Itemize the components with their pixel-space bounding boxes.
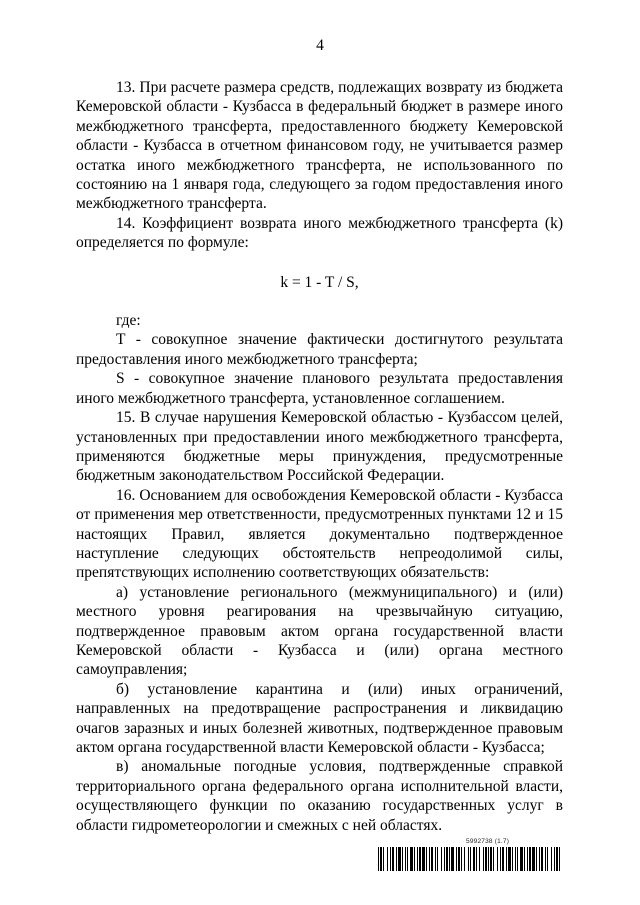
barcode-bar bbox=[446, 847, 448, 871]
barcode-bar bbox=[422, 847, 425, 871]
barcode-bar bbox=[556, 847, 558, 871]
paragraph-where: где: bbox=[116, 312, 141, 330]
paragraph-16: 16. Основанием для освобождения Кемеровской области - Кузбасса от применения мер ответственности, предусмотренных пунктами 12 и 15 настоящих Правил, является документально подтвержденное наступление следующих обстоятельств непреодолимой силы, препятствующих исполнению соответствующих обязательств: bbox=[76, 486, 563, 582]
barcode-bar bbox=[431, 847, 433, 871]
barcode-bar bbox=[541, 847, 543, 871]
barcode-bar bbox=[402, 847, 403, 871]
barcode-bar bbox=[488, 847, 489, 871]
barcode-bar bbox=[559, 847, 560, 871]
barcode-bar bbox=[464, 847, 465, 871]
barcode-bar bbox=[410, 847, 413, 871]
barcode-bar bbox=[512, 847, 513, 871]
barcode-bar bbox=[515, 847, 516, 871]
barcode-bar bbox=[547, 847, 548, 871]
paragraph-14: 14. Коэффициент возврата иного межбюджетного трансферта (k) определяется по формуле: bbox=[76, 214, 563, 252]
barcode-bar bbox=[437, 847, 438, 871]
barcode-bar bbox=[461, 847, 462, 871]
barcode-bar bbox=[441, 847, 442, 871]
subitem-b: б) установление карантина и (или) иных ограничений, направленных на предотвращение распространения и ликвидацию очагов заразных и иных болезней животных, подтвержденное правовым актом органа государственной власти Кемеровской области - Кузбасса; bbox=[76, 680, 563, 756]
barcode-bar bbox=[383, 847, 384, 871]
barcode-bar bbox=[458, 847, 460, 871]
barcode-bar bbox=[476, 847, 477, 871]
barcode-bar bbox=[426, 847, 427, 871]
barcode-bar bbox=[506, 847, 507, 871]
subitem-a: а) установление регионального (межмуниципального) и (или) местного уровня реагирования на чрезвычайную ситуацию, подтвержденное правовым актом органа государственной власти Кемеровской области - Кузбасса и (или) органа местного самоуправления; bbox=[76, 583, 563, 679]
page-number: 4 bbox=[316, 37, 324, 54]
barcode-bar bbox=[387, 847, 388, 871]
barcode-bar bbox=[485, 847, 487, 871]
barcode-bar bbox=[405, 847, 406, 871]
paragraph-13: 13. При расчете размера средств, подлежащих возврату из бюджета Кемеровской области - Кузбасса в федеральный бюджет в размере иного межбюджетного трансферта, предоставленного бюджету Кемеровской области - Кузбасса в отчетном финансовом году, не учитывается размер остатка иного межбюджетного трансферта, не использованного по состоянию на 1 января года, следующего за годом предоставления иного межбюджетного трансферта. bbox=[76, 79, 563, 213]
barcode-bar bbox=[483, 847, 484, 871]
definition-t: T - совокупное значение фактически достигнутого результата предоставления иного межбюджетного трансферта; bbox=[76, 331, 563, 368]
barcode-bar bbox=[508, 847, 511, 871]
barcode-bar bbox=[502, 847, 504, 871]
barcode-bar bbox=[539, 847, 540, 871]
barcode-bar bbox=[545, 847, 546, 871]
barcode-bar bbox=[429, 847, 430, 871]
barcode-bar bbox=[435, 847, 436, 871]
barcode-bar bbox=[380, 847, 382, 871]
barcode-bar bbox=[554, 847, 555, 871]
barcode-bar bbox=[449, 847, 450, 871]
paragraph-15: 15. В случае нарушения Кемеровской областью - Кузбассом целей, установленных при предоставлении иного межбюджетного трансферта, применяются бюджетные меры принуждения, предусмотренные бюджетным законодательством Российской Федерации. bbox=[76, 409, 563, 485]
barcode-bar bbox=[417, 847, 418, 871]
barcode-bar bbox=[493, 847, 494, 871]
barcode-bar bbox=[407, 847, 408, 871]
barcode-bar bbox=[444, 847, 445, 871]
formula: k = 1 - T / S, bbox=[280, 273, 359, 291]
barcode-bar bbox=[470, 847, 471, 871]
barcode-bar bbox=[451, 847, 454, 871]
barcode-bar bbox=[396, 847, 397, 871]
barcode-bar bbox=[392, 847, 394, 871]
document-barcode bbox=[378, 838, 560, 878]
barcode-bar bbox=[551, 847, 552, 871]
barcode-bar bbox=[490, 847, 492, 871]
barcode-bar bbox=[497, 847, 498, 871]
barcode-bar bbox=[468, 847, 469, 871]
barcode-bar bbox=[456, 847, 457, 871]
barcode-bar bbox=[398, 847, 401, 871]
barcode-bar bbox=[378, 847, 379, 871]
subitem-v: в) аномальные погодные условия, подтвержденные справкой территориального органа федерального органа исполнительной власти, осуществляющего функции по оказанию государственных услуг в области гидрометеорологии и смежных с ней областях. bbox=[76, 758, 563, 834]
barcode-bar bbox=[473, 847, 475, 871]
definition-s: S - совокупное значение планового результата предоставления иного межбюджетного трансферта, установленное соглашением. bbox=[76, 370, 563, 407]
barcode-bar bbox=[536, 847, 537, 871]
barcode-bar bbox=[520, 847, 523, 871]
barcode-bar bbox=[419, 847, 421, 871]
barcode-bar bbox=[529, 847, 531, 871]
document-body bbox=[76, 78, 563, 835]
barcode-bar bbox=[479, 847, 480, 871]
barcode-bar bbox=[517, 847, 518, 871]
barcode-bar bbox=[527, 847, 528, 871]
barcode-bar bbox=[500, 847, 501, 871]
barcode-bar bbox=[524, 847, 525, 871]
barcode-bar bbox=[414, 847, 415, 871]
barcode-label: 5992738 (1.7) bbox=[466, 838, 510, 845]
barcode-icon bbox=[378, 847, 560, 871]
barcode-bar bbox=[390, 847, 391, 871]
barcode-bar bbox=[532, 847, 535, 871]
